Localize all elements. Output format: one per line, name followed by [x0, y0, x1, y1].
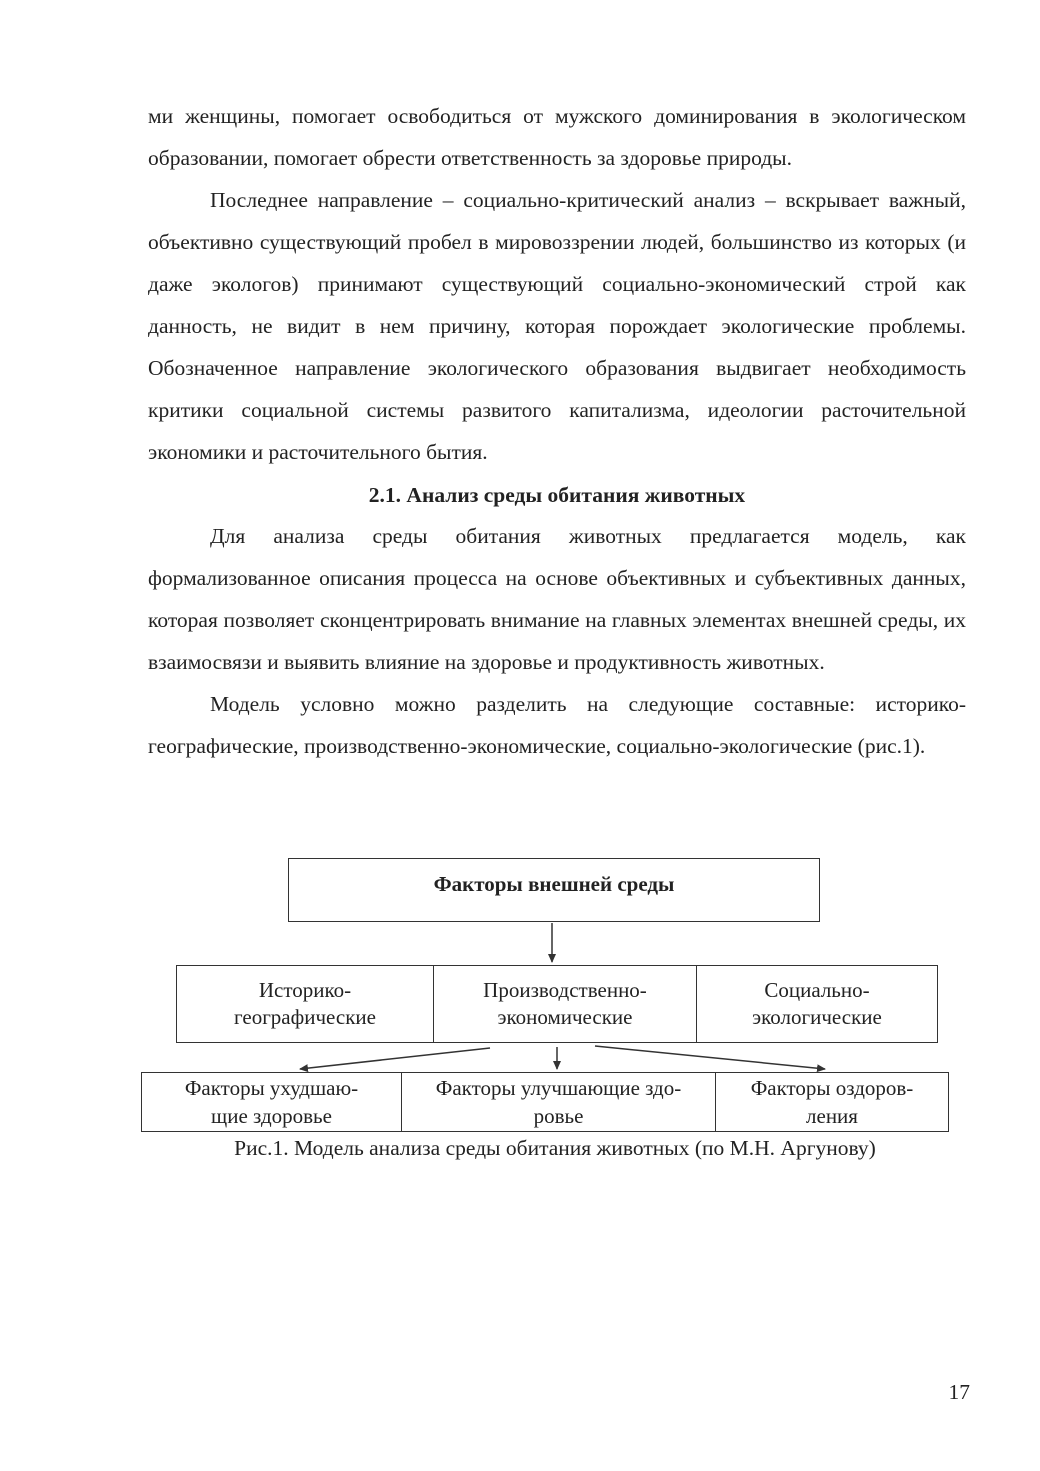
arrow-to-health-improvement: [595, 1046, 825, 1069]
cell-line: экономические: [497, 1005, 633, 1029]
section-title: 2.1. Анализ среды обитания животных: [368, 483, 746, 507]
paragraph-continuation: ми женщины, помогает освободиться от мужского доминирования в экологическом образовании, помогает обрести ответственность за здоровье природы.: [148, 104, 966, 170]
diagram-top-box-label: Факторы внешней среды: [433, 872, 675, 896]
cell-line: ления: [806, 1104, 858, 1128]
cell-line: экологические: [752, 1005, 882, 1029]
cell-line: Факторы улучшающие здо-: [435, 1076, 682, 1100]
figure-caption: Рис.1. Модель анализа среды обитания животных (по М.Н. Аргунову): [234, 1136, 876, 1160]
page-number: 17: [948, 1380, 970, 1404]
cell-line: Факторы оздоров-: [750, 1076, 914, 1100]
paragraph-social-critical: Последнее направление – социально-критический анализ – вскрывает важный, объективно существующий пробел в мировоззрении людей, большинство из которых (и даже экологов) принимают существующий социально-экономический строй как данность, не видит в нем причину, которая порождает экологические проблемы. Обозначенное направление экологического образования выдвигает необходимость критики социальной системы развитого капитализма, идеологии расточительной экономики и расточительного бытия.: [148, 188, 966, 464]
cell-line: ровье: [533, 1104, 584, 1128]
cell-line: Социально-: [764, 978, 870, 1002]
paragraph-model-intro: Для анализа среды обитания животных предлагается модель, как формализованное описания процесса на основе объективных и субъективных данных, которая позволяет сконцентрировать внимание на главных элементах внешней среды, их взаимосвязи и выявить влияние на здоровье и продуктивность животных.: [148, 524, 966, 674]
cell-line: географические: [234, 1005, 376, 1029]
cell-line: Историко-: [258, 978, 352, 1002]
cell-line: Факторы ухудшаю-: [184, 1076, 359, 1100]
cell-line: щие здоровье: [211, 1104, 332, 1128]
cell-line: Производственно-: [483, 978, 647, 1002]
arrow-to-worsening: [300, 1048, 490, 1069]
paragraph-model-parts: Модель условно можно разделить на следующие составные: историко-географические, производственно-экономические, социально-экологические (рис.1).: [148, 692, 966, 758]
